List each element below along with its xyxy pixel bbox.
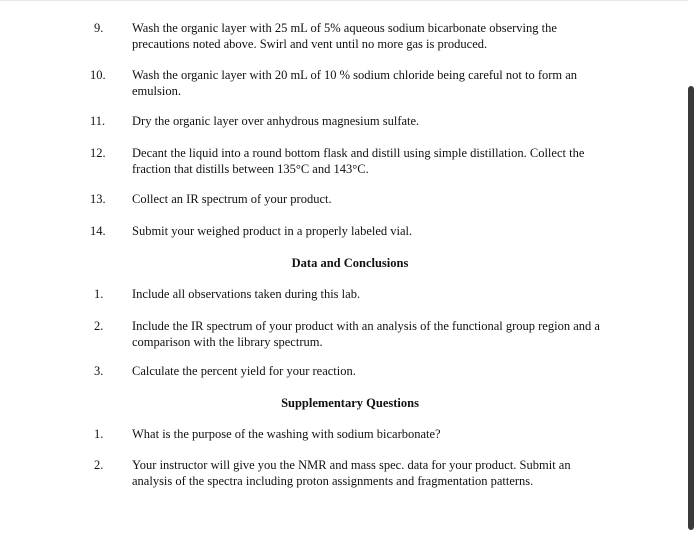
item-number: 3.	[94, 364, 104, 378]
step-number: 10.	[90, 68, 106, 82]
item-number: 2.	[94, 458, 104, 472]
page-top-edge	[0, 0, 700, 1]
item-text: Your instructor will give you the NMR and mass spec. data for your product. Submit an analysis of the spectra including proton assignments and fragmentation patterns.	[132, 458, 571, 488]
step-number: 9.	[94, 21, 104, 35]
step-text: Decant the liquid into a round bottom flask and distill using simple distillation. Collect the fraction that distills between 135°C and 143°C.	[132, 146, 585, 176]
step-text: Wash the organic layer with 20 mL of 10 % sodium chloride being careful not to form an emulsion.	[132, 68, 578, 98]
step-text: Wash the organic layer with 25 mL of 5% aqueous sodium bicarbonate observing the precautions noted above. Swirl and vent until no more gas is produced.	[132, 21, 557, 51]
section-heading-supplementary: Supplementary Questions	[281, 396, 419, 410]
item-text: Include the IR spectrum of your product with an analysis of the functional group region and a comparison with the library spectrum.	[132, 319, 600, 349]
item-text: Include all observations taken during this lab.	[132, 287, 361, 301]
item-number: 1.	[94, 287, 104, 301]
step-number: 13.	[90, 192, 106, 206]
step-text: Dry the organic layer over anhydrous magnesium sulfate.	[132, 114, 420, 128]
item-text: Calculate the percent yield for your reaction.	[132, 364, 356, 378]
item-number: 1.	[94, 427, 104, 441]
step-number: 11.	[90, 114, 106, 128]
step-text: Submit your weighed product in a properly labeled vial.	[132, 224, 413, 238]
vertical-scrollbar-thumb[interactable]	[688, 86, 694, 530]
step-text: Collect an IR spectrum of your product.	[132, 192, 332, 206]
step-number: 12.	[90, 146, 106, 160]
step-number: 14.	[90, 224, 106, 238]
item-number: 2.	[94, 319, 104, 333]
section-heading-data-conclusions: Data and Conclusions	[291, 256, 409, 270]
item-text: What is the purpose of the washing with sodium bicarbonate?	[132, 427, 441, 441]
